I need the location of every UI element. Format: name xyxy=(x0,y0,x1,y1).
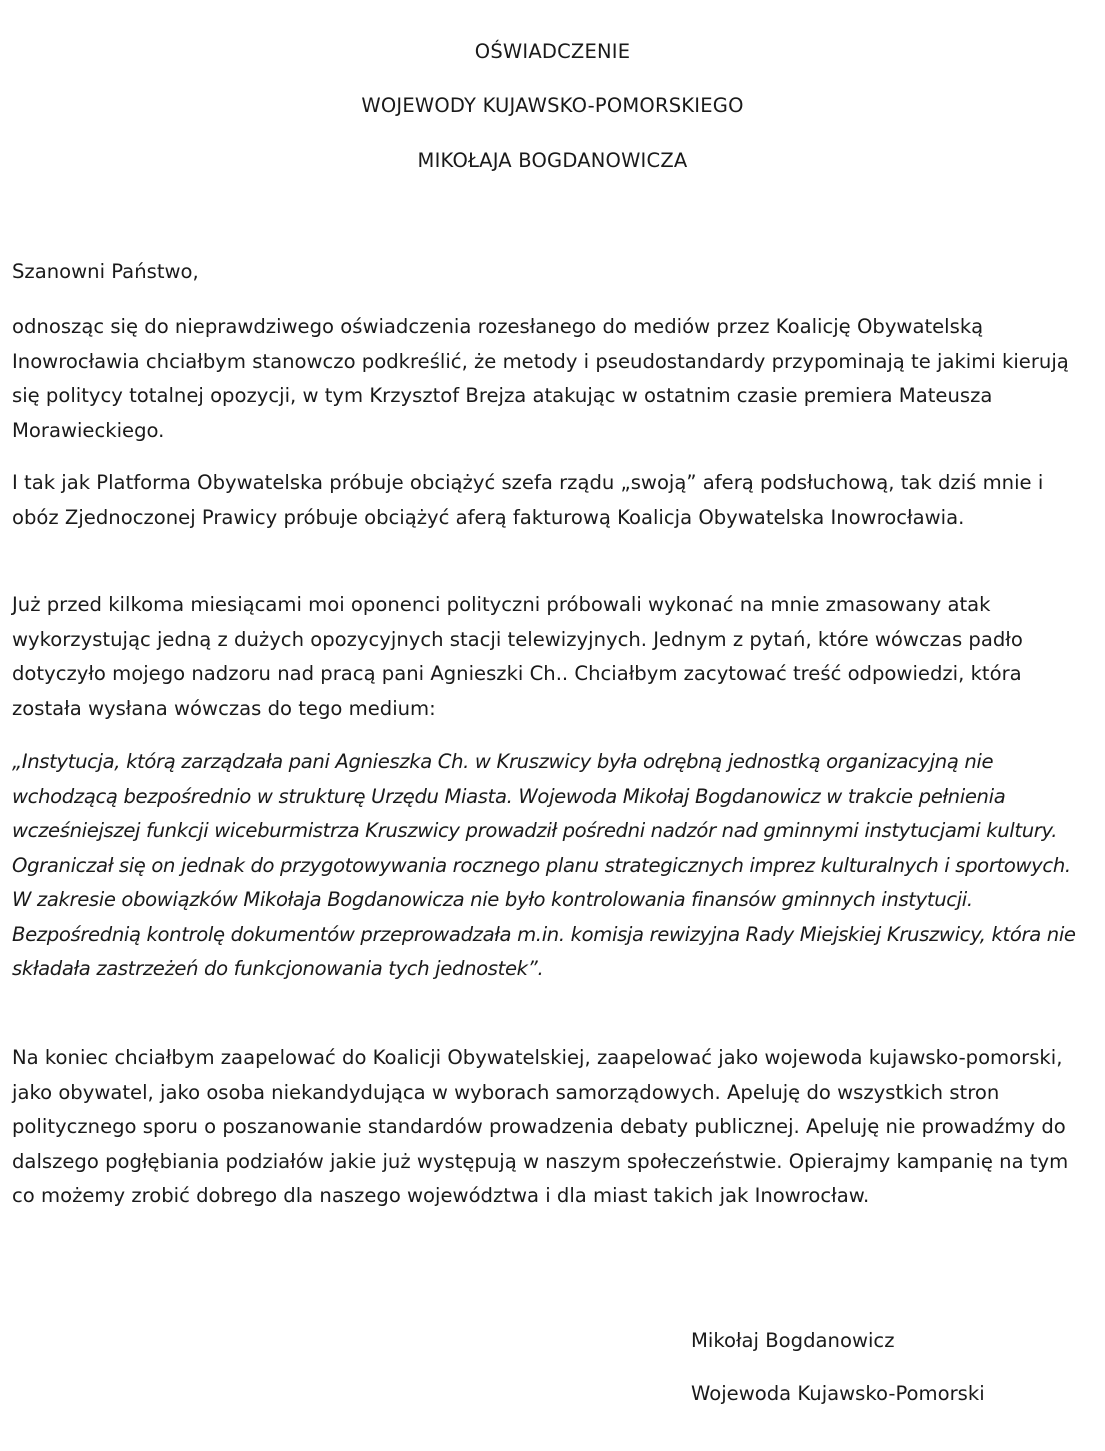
document-subtitle-office: WOJEWODY KUJAWSKO-POMORSKIEGO xyxy=(361,94,744,117)
paragraph-2: I tak jak Platforma Obywatelska próbuje obciążyć szefa rządu „swoją” aferą podsłuchową, tak dziś mnie i obóz Zjednoczonej Prawicy próbuje obciążyć aferą fakturową Koalicja Obywatelska Inowrocławia. xyxy=(12,471,1044,529)
document-title: OŚWIADCZENIE xyxy=(474,40,631,63)
paragraph-3: Już przed kilkoma miesiącami moi oponenci polityczni próbowali wykonać na mnie zmasowany atak wykorzystując jedną z dużych opozycyjnych stacji telewizyjnych. Jednym z pytań, które wówczas padło dotyczyło mojego nadzoru nad pracą pani Agnieszki Ch.. Chciałbym zacytować treść odpowiedzi, która została wysłana wówczas do tego medium: xyxy=(12,593,1023,720)
signature-title: Wojewoda Kujawsko-Pomorski xyxy=(691,1382,985,1405)
quoted-response: „Instytucja, którą zarządzała pani Agnieszka Ch. w Kruszwicy była odrębną jednostką organizacyjną nie wchodzącą bezpośrednio w strukturę Urzędu Miasta. Wojewoda Mikołaj Bogdanowicz w trakcie pełnienia wcześniejszej funkcji wiceburmistrza Kruszwicy prowadził pośredni nadzór nad gminnymi instytucjami kultury. Ograniczał się on jednak do przygotowywania rocznego planu strategicznych imprez kulturalnych i sportowych. W zakresie obowiązków Mikołaja Bogdanowicza nie było kontrolowania finansów gminnych instytucji. Bezpośrednią kontrolę dokumentów przeprowadzała m.in. komisja rewizyjna Rady Miejskiej Kruszwicy, która nie składała zastrzeżeń do funkcjonowania tych jednostek”. xyxy=(12,750,1076,980)
signature-name: Mikołaj Bogdanowicz xyxy=(691,1329,895,1352)
paragraph-appeal: Na koniec chciałbym zaapelować do Koalicji Obywatelskiej, zaapelować jako wojewoda kujawsko-pomorski, jako obywatel, jako osoba niekandydująca w wyborach samorządowych. Apeluję do wszystkich stron politycznego sporu o poszanowanie standardów prowadzenia debaty publicznej. Apeluję nie prowadźmy do dalszego pogłębiania podziałów jakie już występują w naszym społeczeństwie. Opierajmy kampanię na tym co możemy zrobić dobrego dla naszego województwa i dla miast takich jak Inowrocław. xyxy=(12,1046,1069,1207)
salutation: Szanowni Państwo, xyxy=(12,260,199,283)
paragraph-1: odnosząc się do nieprawdziwego oświadczenia rozesłanego do mediów przez Koalicję Obywatelską Inowrocławia chciałbym stanowczo podkreślić, że metody i pseudostandardy przypominają te jakimi kierują się politycy totalnej opozycji, w tym Krzysztof Brejza atakując w ostatnim czasie premiera Mateusza Morawieckiego. xyxy=(12,315,1069,442)
document-subtitle-name: MIKOŁAJA BOGDANOWICZA xyxy=(417,149,688,172)
